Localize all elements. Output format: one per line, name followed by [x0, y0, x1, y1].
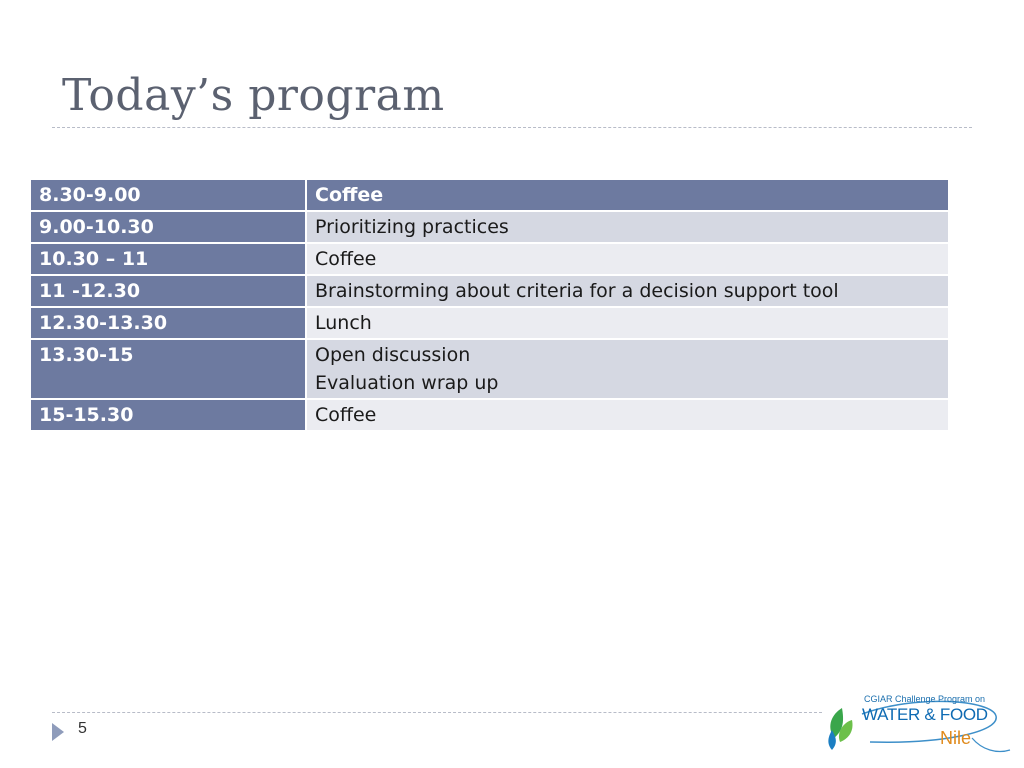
activity-text: Prioritizing practices	[315, 216, 509, 238]
activity-cell	[306, 243, 949, 275]
activity-cell	[306, 275, 949, 307]
time-cell: 15-15.30	[30, 399, 306, 431]
table-row	[30, 179, 949, 211]
logo-region: Nile	[940, 728, 972, 748]
activity-cell	[306, 339, 949, 399]
table-row	[30, 399, 949, 431]
slide-title: Today’s program	[62, 70, 445, 121]
logo-subtitle: CGIAR Challenge Program on	[864, 694, 986, 704]
table-row	[30, 307, 949, 339]
activity-cell	[306, 211, 949, 243]
time-cell: 8.30-9.00	[30, 179, 306, 211]
activity-text: Coffee	[315, 404, 377, 426]
activity-text: Brainstorming about criteria for a decision support tool	[315, 280, 839, 302]
time-cell: 12.30-13.30	[30, 307, 306, 339]
table-row	[30, 275, 949, 307]
page-number: 5	[78, 720, 87, 737]
logo-main-text: WATER & FOOD	[862, 705, 988, 724]
activity-text: Evaluation wrap up	[315, 372, 499, 394]
time-cell: 13.30-15	[30, 339, 306, 399]
table-row	[30, 243, 949, 275]
activity-cell	[306, 179, 949, 211]
activity-text: Lunch	[315, 312, 372, 334]
water-food-nile-logo	[822, 692, 1012, 764]
table-row	[30, 211, 949, 243]
triangle-right-icon	[52, 723, 64, 741]
activity-text: Coffee	[315, 248, 377, 270]
activity-cell	[306, 307, 949, 339]
time-cell: 9.00-10.30	[30, 211, 306, 243]
activity-cell	[306, 399, 949, 431]
time-cell: 10.30 – 11	[30, 243, 306, 275]
footer-divider	[52, 712, 822, 713]
title-divider	[52, 127, 972, 128]
table-row	[30, 339, 949, 399]
activity-text: Coffee	[315, 184, 384, 206]
schedule-table	[29, 178, 950, 432]
activity-text: Open discussion	[315, 344, 471, 366]
time-cell: 11 -12.30	[30, 275, 306, 307]
